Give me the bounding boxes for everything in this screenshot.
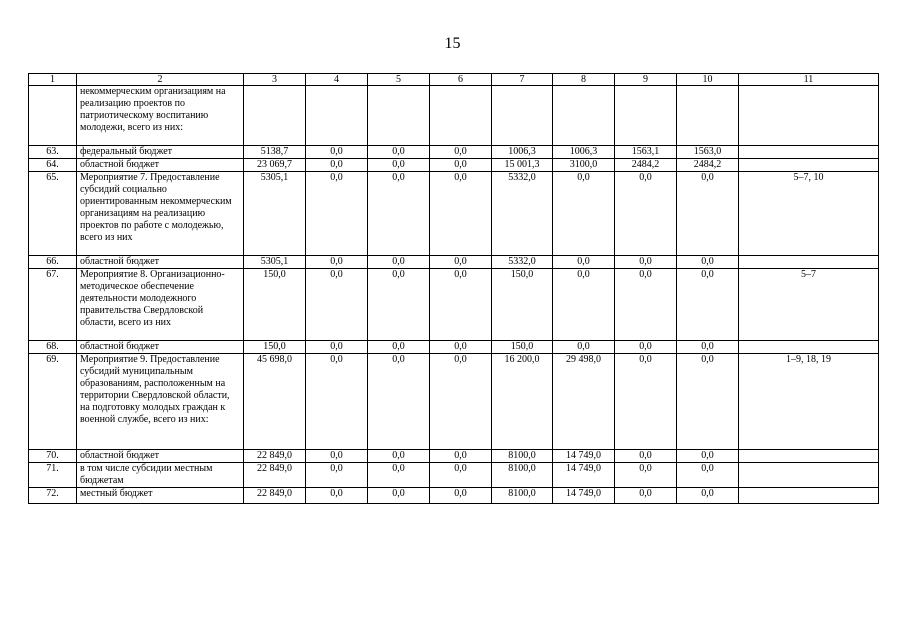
value-cell-c3: 150,0 [244, 269, 306, 341]
table-row [29, 269, 879, 341]
value-cell-c4: 0,0 [306, 159, 368, 172]
value-cell-c3: 23 069,7 [244, 159, 306, 172]
value-cell-c3 [244, 86, 306, 146]
value-cell-c4: 0,0 [306, 354, 368, 450]
row-number-cell: 66. [29, 256, 77, 269]
row-name-cell: областной бюджет [77, 159, 244, 172]
value-cell-c6: 0,0 [430, 256, 492, 269]
target-ref-cell [739, 341, 879, 354]
value-cell-c3: 5305,1 [244, 172, 306, 256]
target-ref-cell [739, 463, 879, 488]
value-cell-c7: 5332,0 [492, 172, 553, 256]
target-ref-cell: 1–9, 18, 19 [739, 354, 879, 450]
value-cell-c9: 0,0 [615, 256, 677, 269]
value-cell-c10: 0,0 [677, 172, 739, 256]
value-cell-c5: 0,0 [368, 450, 430, 463]
value-cell-c10: 0,0 [677, 269, 739, 341]
value-cell-c3: 45 698,0 [244, 354, 306, 450]
row-number-cell: 64. [29, 159, 77, 172]
row-name-cell: федеральный бюджет [77, 146, 244, 159]
value-cell-c5: 0,0 [368, 354, 430, 450]
value-cell-c4: 0,0 [306, 341, 368, 354]
column-header: 10 [677, 74, 739, 86]
value-cell-c3: 22 849,0 [244, 450, 306, 463]
value-cell-c7: 150,0 [492, 269, 553, 341]
row-name-cell: областной бюджет [77, 450, 244, 463]
value-cell-c7: 16 200,0 [492, 354, 553, 450]
value-cell-c6: 0,0 [430, 146, 492, 159]
value-cell-c5: 0,0 [368, 269, 430, 341]
column-header: 11 [739, 74, 879, 86]
value-cell-c9: 0,0 [615, 450, 677, 463]
value-cell-c6: 0,0 [430, 354, 492, 450]
value-cell-c9: 1563,1 [615, 146, 677, 159]
value-cell-c5: 0,0 [368, 256, 430, 269]
value-cell-c6: 0,0 [430, 488, 492, 504]
value-cell-c10: 0,0 [677, 354, 739, 450]
value-cell-c5: 0,0 [368, 488, 430, 504]
column-header: 7 [492, 74, 553, 86]
value-cell-c6: 0,0 [430, 172, 492, 256]
table-row [29, 341, 879, 354]
value-cell-c8: 29 498,0 [553, 354, 615, 450]
table-row [29, 172, 879, 256]
target-ref-cell [739, 450, 879, 463]
value-cell-c5: 0,0 [368, 172, 430, 256]
value-cell-c9: 0,0 [615, 269, 677, 341]
value-cell-c9: 0,0 [615, 463, 677, 488]
value-cell-c7: 15 001,3 [492, 159, 553, 172]
row-name-cell: Мероприятие 7. Предоставление субсидий социально ориентированным некоммерческим организациям на реализацию проектов по работе с молодежью, всего из них [77, 172, 244, 256]
value-cell-c3: 150,0 [244, 341, 306, 354]
page-number: 15 [444, 35, 461, 52]
target-ref-cell: 5–7 [739, 269, 879, 341]
column-header: 4 [306, 74, 368, 86]
value-cell-c9 [615, 86, 677, 146]
value-cell-c8: 0,0 [553, 256, 615, 269]
value-cell-c9: 2484,2 [615, 159, 677, 172]
value-cell-c6: 0,0 [430, 463, 492, 488]
value-cell-c3: 5305,1 [244, 256, 306, 269]
row-name-cell: областной бюджет [77, 256, 244, 269]
value-cell-c8: 1006,3 [553, 146, 615, 159]
budget-table [28, 73, 879, 504]
value-cell-c8: 14 749,0 [553, 463, 615, 488]
value-cell-c8: 0,0 [553, 341, 615, 354]
value-cell-c4: 0,0 [306, 146, 368, 159]
row-number-cell: 68. [29, 341, 77, 354]
column-header: 2 [77, 74, 244, 86]
value-cell-c4: 0,0 [306, 256, 368, 269]
value-cell-c4: 0,0 [306, 463, 368, 488]
column-header: 9 [615, 74, 677, 86]
value-cell-c10: 0,0 [677, 450, 739, 463]
column-header: 6 [430, 74, 492, 86]
value-cell-c8: 0,0 [553, 172, 615, 256]
row-number-cell: 69. [29, 354, 77, 450]
header-row [29, 74, 879, 86]
table-row [29, 256, 879, 269]
row-name-cell: местный бюджет [77, 488, 244, 504]
value-cell-c9: 0,0 [615, 488, 677, 504]
value-cell-c7: 8100,0 [492, 488, 553, 504]
value-cell-c8 [553, 86, 615, 146]
value-cell-c7: 8100,0 [492, 463, 553, 488]
row-name-cell: в том числе субсидии местным бюджетам [77, 463, 244, 488]
row-number-cell: 65. [29, 172, 77, 256]
value-cell-c10: 2484,2 [677, 159, 739, 172]
target-ref-cell: 5–7, 10 [739, 172, 879, 256]
value-cell-c4: 0,0 [306, 172, 368, 256]
target-ref-cell [739, 146, 879, 159]
target-ref-cell [739, 86, 879, 146]
row-number-cell: 70. [29, 450, 77, 463]
value-cell-c7 [492, 86, 553, 146]
value-cell-c8: 14 749,0 [553, 450, 615, 463]
value-cell-c8: 3100,0 [553, 159, 615, 172]
value-cell-c7: 5332,0 [492, 256, 553, 269]
value-cell-c7: 1006,3 [492, 146, 553, 159]
value-cell-c5: 0,0 [368, 341, 430, 354]
row-name-cell: некоммерческим организациям на реализацию проектов по патриотическому воспитанию молодежи, всего из них: [77, 86, 244, 146]
row-number-cell: 72. [29, 488, 77, 504]
column-header: 1 [29, 74, 77, 86]
value-cell-c3: 22 849,0 [244, 463, 306, 488]
column-header: 5 [368, 74, 430, 86]
table-row [29, 86, 879, 146]
value-cell-c3: 22 849,0 [244, 488, 306, 504]
value-cell-c4: 0,0 [306, 488, 368, 504]
table-row [29, 450, 879, 463]
value-cell-c5: 0,0 [368, 463, 430, 488]
table-row [29, 146, 879, 159]
table-row [29, 463, 879, 488]
value-cell-c6 [430, 86, 492, 146]
value-cell-c9: 0,0 [615, 354, 677, 450]
row-number-cell: 71. [29, 463, 77, 488]
value-cell-c5: 0,0 [368, 146, 430, 159]
value-cell-c6: 0,0 [430, 159, 492, 172]
value-cell-c4: 0,0 [306, 450, 368, 463]
target-ref-cell [739, 488, 879, 504]
value-cell-c7: 8100,0 [492, 450, 553, 463]
target-ref-cell [739, 159, 879, 172]
column-header: 3 [244, 74, 306, 86]
value-cell-c10: 0,0 [677, 488, 739, 504]
value-cell-c7: 150,0 [492, 341, 553, 354]
value-cell-c3: 5138,7 [244, 146, 306, 159]
value-cell-c10: 1563,0 [677, 146, 739, 159]
value-cell-c5 [368, 86, 430, 146]
value-cell-c10: 0,0 [677, 256, 739, 269]
table-row [29, 159, 879, 172]
value-cell-c6: 0,0 [430, 341, 492, 354]
value-cell-c10: 0,0 [677, 463, 739, 488]
row-number-cell: 67. [29, 269, 77, 341]
row-name-cell: Мероприятие 9. Предоставление субсидий муниципальным образованиям, расположенным на территории Свердловской области, на подготовку молодых граждан к военной службе, всего из них: [77, 354, 244, 450]
table-row [29, 354, 879, 450]
row-number-cell: 63. [29, 146, 77, 159]
target-ref-cell [739, 256, 879, 269]
value-cell-c9: 0,0 [615, 341, 677, 354]
row-name-cell: областной бюджет [77, 341, 244, 354]
value-cell-c5: 0,0 [368, 159, 430, 172]
table-row [29, 488, 879, 504]
value-cell-c4: 0,0 [306, 269, 368, 341]
value-cell-c6: 0,0 [430, 269, 492, 341]
value-cell-c8: 0,0 [553, 269, 615, 341]
column-header: 8 [553, 74, 615, 86]
value-cell-c4 [306, 86, 368, 146]
value-cell-c10 [677, 86, 739, 146]
row-name-cell: Мероприятие 8. Организационно-методическое обеспечение деятельности молодежного правительства Свердловской области, всего из них [77, 269, 244, 341]
value-cell-c8: 14 749,0 [553, 488, 615, 504]
value-cell-c9: 0,0 [615, 172, 677, 256]
value-cell-c6: 0,0 [430, 450, 492, 463]
row-number-cell [29, 86, 77, 146]
value-cell-c10: 0,0 [677, 341, 739, 354]
